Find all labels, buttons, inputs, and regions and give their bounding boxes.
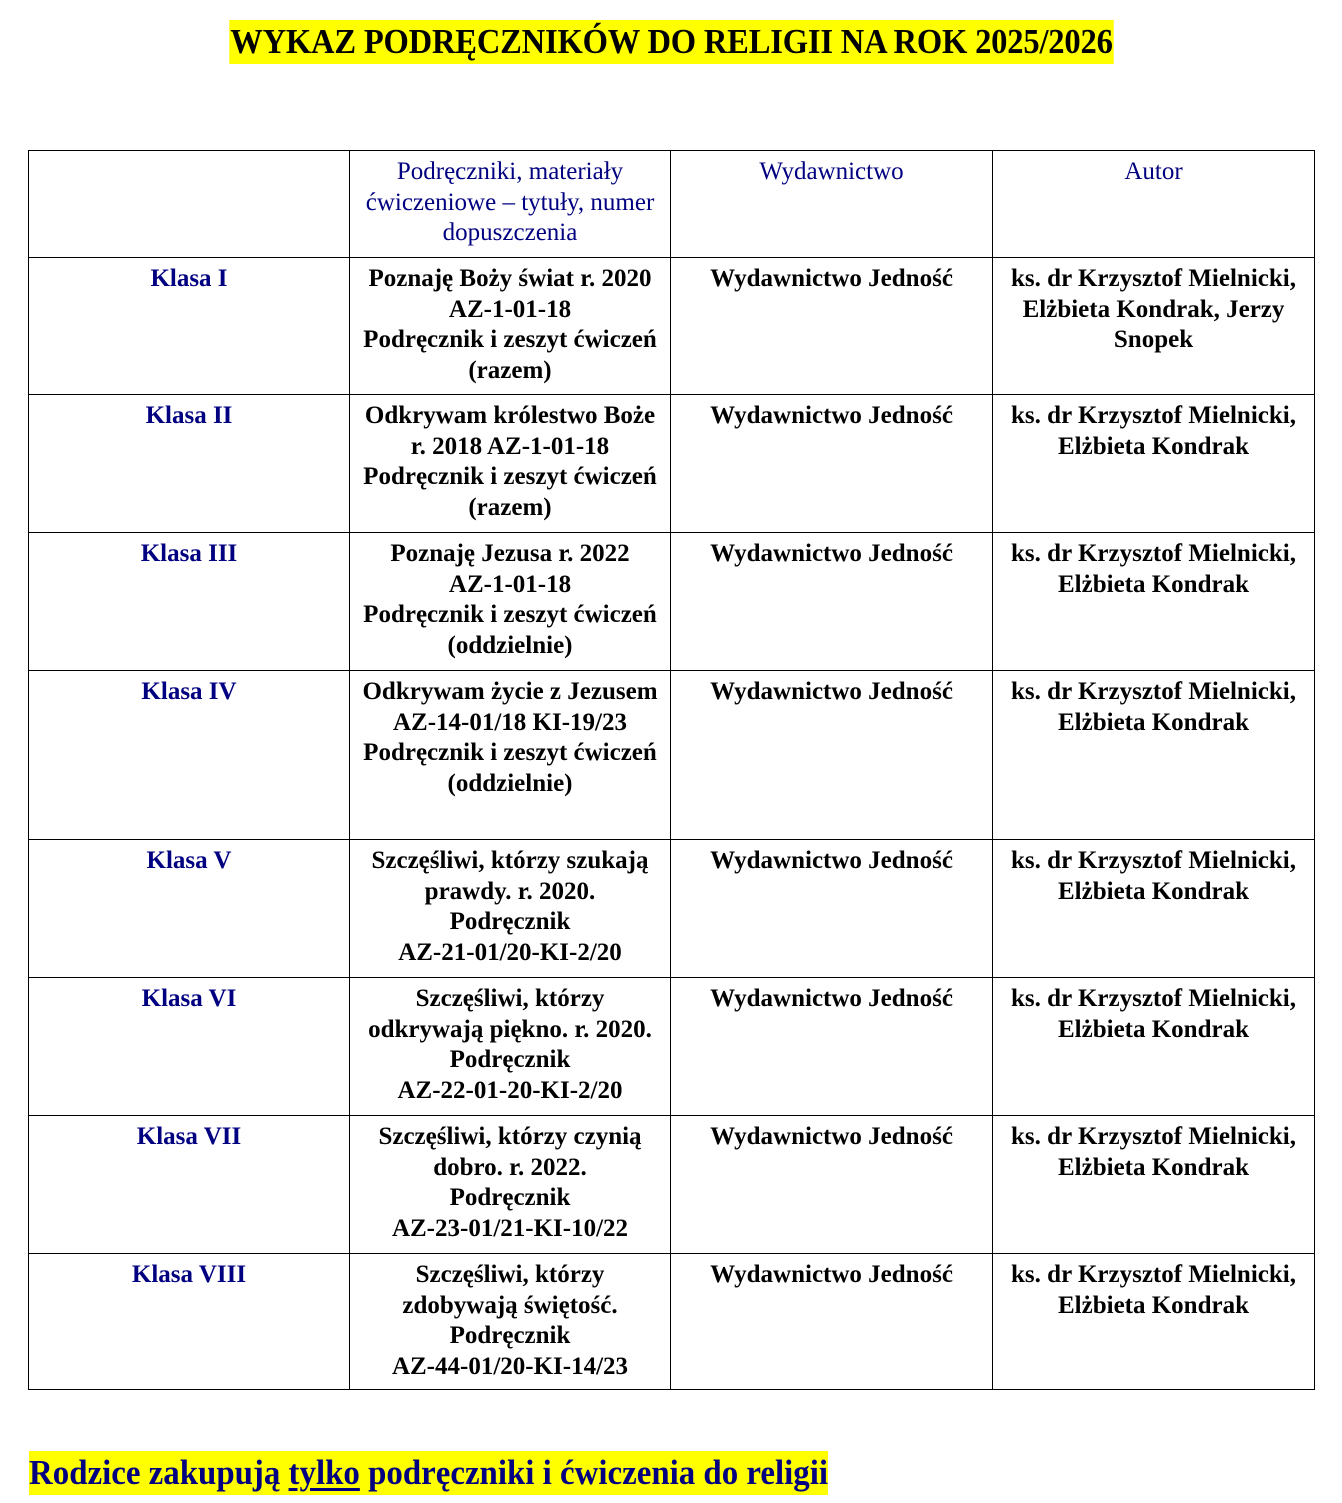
textbook-line: AZ-23-01/21-KI-10/22	[391, 1214, 629, 1242]
publisher-cell: Wydawnictwo Jedność	[671, 395, 993, 533]
parents-note	[29, 1451, 828, 1495]
textbook-cell	[350, 671, 671, 840]
textbook-line: AZ-1-01-18	[448, 295, 572, 323]
publisher-cell: Wydawnictwo Jedność	[671, 258, 993, 395]
publisher-cell: Wydawnictwo Jedność	[671, 671, 993, 840]
textbook-cell	[350, 1116, 671, 1254]
textbook-cell	[350, 533, 671, 671]
table-row	[29, 533, 1315, 671]
class-cell: Klasa VII	[29, 1116, 350, 1254]
parents-note-container	[29, 1451, 879, 1495]
textbook-title: Szczęśliwi, którzy odkrywają piękno. r. 2020.	[368, 985, 652, 1043]
textbook-title: Poznaję Jezusa r. 2022	[390, 540, 630, 567]
author-cell: ks. dr Krzysztof Mielnicki, Elżbieta Kondrak	[993, 533, 1315, 671]
textbook-cell	[350, 258, 671, 395]
textbook-cell	[350, 978, 671, 1116]
textbook-line: Podręcznik	[449, 1322, 571, 1349]
table-row	[29, 978, 1315, 1116]
publisher-cell: Wydawnictwo Jedność	[671, 840, 993, 978]
textbook-line: AZ-44-01/20-KI-14/23	[391, 1352, 629, 1380]
textbook-line: AZ-14-01/18 KI-19/23	[392, 708, 628, 736]
header-cell-class	[29, 151, 350, 258]
table-row	[29, 1254, 1315, 1390]
author-cell: ks. dr Krzysztof Mielnicki, Elżbieta Kondrak	[993, 671, 1315, 840]
textbook-line: AZ-1-01-18	[448, 570, 572, 598]
class-cell: Klasa IV	[29, 671, 350, 840]
textbook-cell	[350, 1254, 671, 1390]
author-cell: ks. dr Krzysztof Mielnicki, Elżbieta Kondrak	[993, 1254, 1315, 1390]
textbook-line: Podręcznik i zeszyt ćwiczeń (razem)	[363, 326, 657, 384]
textbook-title: Szczęśliwi, którzy szukają prawdy. r. 2020.	[371, 847, 649, 905]
table-row	[29, 1116, 1315, 1254]
class-cell: Klasa I	[29, 258, 350, 395]
publisher-cell: Wydawnictwo Jedność	[671, 978, 993, 1116]
author-cell: ks. dr Krzysztof Mielnicki, Elżbieta Kondrak	[993, 978, 1315, 1116]
textbook-line: AZ-21-01/20-KI-2/20	[398, 938, 622, 966]
table-row	[29, 258, 1315, 395]
textbook-cell	[350, 840, 671, 978]
textbook-title: Odkrywam życie z Jezusem	[362, 678, 658, 705]
note-text-after: podręczniki i ćwiczenia do religii	[359, 1453, 829, 1492]
textbook-line: Podręcznik	[449, 1184, 571, 1211]
textbook-line: Podręcznik i zeszyt ćwiczeń (razem)	[363, 463, 657, 521]
publisher-cell: Wydawnictwo Jedność	[671, 533, 993, 671]
title-container	[0, 20, 1342, 64]
textbook-title: Odkrywam królestwo Boże r. 2018 AZ-1-01-18	[364, 402, 656, 460]
page-title: WYKAZ PODRĘCZNIKÓW DO RELIGII NA ROK 2025/2026	[229, 20, 1113, 64]
textbook-title: Szczęśliwi, którzy zdobywają świętość.	[402, 1261, 618, 1319]
textbook-line: Podręcznik i zeszyt ćwiczeń (oddzielnie)	[363, 739, 657, 797]
note-text-before: Rodzice zakupują	[29, 1453, 289, 1492]
table-row	[29, 840, 1315, 978]
publisher-cell: Wydawnictwo Jedność	[671, 1254, 993, 1390]
table-header-row	[29, 151, 1315, 258]
publisher-cell: Wydawnictwo Jedność	[671, 1116, 993, 1254]
textbook-title: Poznaję Boży świat r. 2020	[368, 265, 652, 292]
class-cell: Klasa V	[29, 840, 350, 978]
table-row	[29, 395, 1315, 533]
class-cell: Klasa VIII	[29, 1254, 350, 1390]
class-cell: Klasa II	[29, 395, 350, 533]
header-cell-publisher: Wydawnictwo	[671, 151, 993, 258]
header-cell-author: Autor	[993, 151, 1315, 258]
textbook-line: Podręcznik i zeszyt ćwiczeń (oddzielnie)	[363, 601, 657, 659]
author-cell: ks. dr Krzysztof Mielnicki, Elżbieta Kondrak	[993, 395, 1315, 533]
note-emphasis: tylko	[288, 1453, 360, 1492]
author-cell: ks. dr Krzysztof Mielnicki, Elżbieta Kondrak, Jerzy Snopek	[993, 258, 1315, 395]
textbook-title: Szczęśliwi, którzy czynią dobro. r. 2022.	[378, 1123, 642, 1181]
textbook-table	[28, 150, 1315, 1390]
table-row	[29, 671, 1315, 840]
author-cell: ks. dr Krzysztof Mielnicki, Elżbieta Kondrak	[993, 1116, 1315, 1254]
class-cell: Klasa VI	[29, 978, 350, 1116]
textbook-cell	[350, 395, 671, 533]
textbook-line: Podręcznik	[449, 908, 571, 935]
textbook-line: Podręcznik	[449, 1046, 571, 1073]
header-cell-textbooks: Podręczniki, materiały ćwiczeniowe – tytuły, numer dopuszczenia	[350, 151, 671, 258]
class-cell: Klasa III	[29, 533, 350, 671]
textbook-line: AZ-22-01-20-KI-2/20	[397, 1076, 623, 1104]
author-cell: ks. dr Krzysztof Mielnicki, Elżbieta Kondrak	[993, 840, 1315, 978]
